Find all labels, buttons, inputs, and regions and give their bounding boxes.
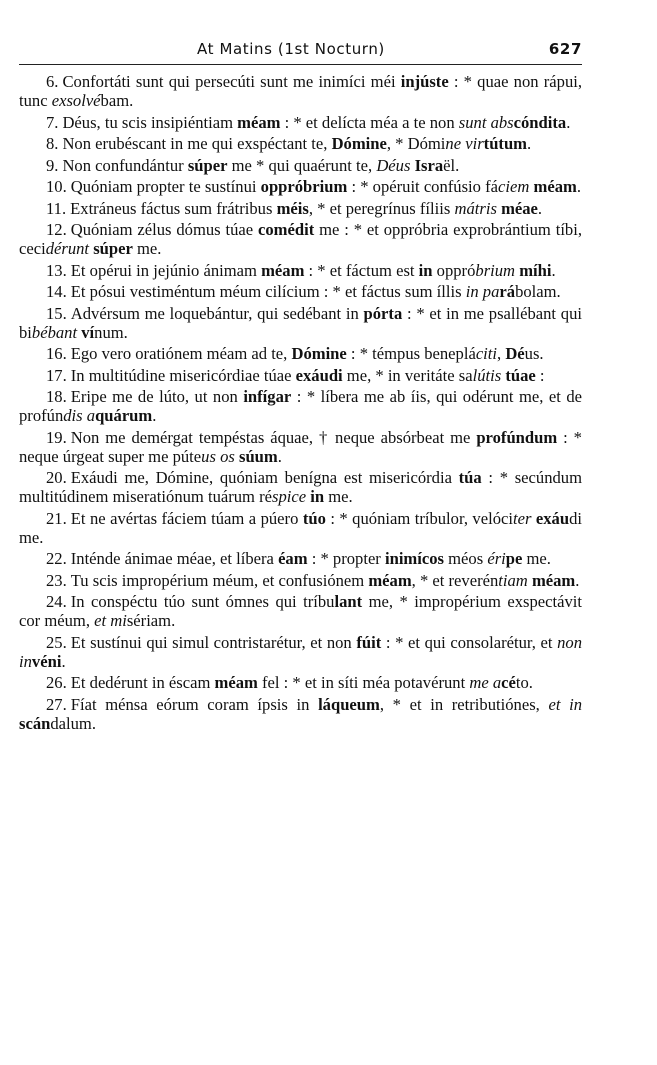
verse-text: Quóniam propter te sustínui — [70, 177, 261, 196]
verse-text: citi — [475, 344, 498, 363]
verse-text: Et dedérunt in éscam — [70, 673, 215, 692]
verse-text: exáudi — [295, 365, 343, 385]
verse — [19, 282, 582, 301]
verse-number: 12. — [46, 220, 67, 239]
verse-number: 9. — [46, 155, 59, 175]
verse-text: brium — [475, 260, 516, 280]
verse-text: ter — [512, 508, 532, 528]
verse-number: 20. — [46, 468, 67, 487]
verse-text: súum — [239, 446, 278, 466]
verse-text: : * témpus beneplá — [346, 344, 476, 363]
verse-number: 13. — [46, 260, 67, 280]
verse-number: 21. — [46, 508, 67, 528]
verse-number: 16. — [46, 344, 67, 363]
verse-text: et in — [548, 694, 582, 714]
verse-text: : * quóniam tríbulor, velóci — [325, 508, 513, 528]
verse-text: me. — [522, 549, 551, 568]
verse-text: Déus, tu scis insipiéntiam — [62, 112, 238, 132]
verse-text: Non confundántur — [62, 155, 188, 175]
verse-text: to. — [515, 673, 533, 692]
verse-text: : * et delícta méa a te non — [280, 112, 459, 132]
verse-text: quárum — [95, 406, 153, 425]
verse-text: Non me demérgat tempéstas áquae, † neque absórbeat me — [70, 427, 477, 447]
verse-text: comédit — [258, 220, 315, 239]
verse-text: mátris — [454, 198, 497, 218]
verse-text: Et sustínui qui simul contristarétur, et non — [70, 632, 357, 652]
verse — [19, 156, 582, 175]
verse-text: sunt abs — [458, 112, 514, 132]
verse-number: 10. — [46, 177, 67, 196]
verse-text: méam — [531, 570, 576, 590]
verse-text: méam — [237, 112, 281, 132]
verse-text: méam — [533, 177, 577, 196]
verse-text: méis — [276, 198, 309, 218]
verse-text: profúndum — [476, 427, 558, 447]
verse-number: 7. — [46, 112, 59, 132]
verse-text: exsolvé — [51, 91, 101, 110]
verse-text: pe — [505, 549, 523, 568]
verse-number: 27. — [46, 694, 67, 714]
verse-text: Et ne avértas fáciem túam a púero — [70, 508, 303, 528]
verse-text: me : * et oppróbria exprobrántium tíbi, ceci — [19, 220, 582, 258]
verse-text: míhi — [519, 260, 552, 280]
verse-text: bam. — [100, 91, 134, 110]
verse-text: Eripe me de lúto, ut non — [70, 387, 244, 406]
verse-text: éam — [278, 549, 308, 568]
verse-text: fúit — [356, 632, 382, 652]
psalm-verses — [19, 72, 582, 735]
verse-number: 19. — [46, 427, 67, 447]
verse — [19, 387, 582, 425]
verse — [19, 304, 582, 342]
verse-text: méam — [261, 260, 305, 280]
verse-text: : * neque úrgeat super me púte — [19, 427, 582, 466]
verse-text: súper — [93, 239, 133, 258]
verse — [19, 673, 582, 692]
verse-text: Déus — [376, 155, 411, 175]
verse — [19, 571, 582, 590]
verse-text: , * et in retributiónes, — [379, 694, 549, 714]
verse-text: túa — [458, 468, 482, 487]
verse-text: bolam. — [515, 282, 561, 301]
verse-text: Dé — [505, 344, 525, 363]
verse-text: Dómine — [331, 134, 387, 153]
verse-text: tiam — [498, 570, 528, 590]
verse-text: cóndita — [513, 112, 567, 132]
verse-number: 14. — [46, 282, 67, 301]
verse-text: : * opéruit confúsio fá — [347, 177, 499, 196]
verse-text: , * et reverén — [411, 570, 499, 590]
verse-text: me. — [132, 239, 162, 258]
running-title: At Matins (1st Nocturn) — [197, 40, 385, 58]
verse-text: ël. — [443, 155, 460, 175]
verse — [19, 366, 582, 385]
verse-text: : * et qui consolarétur, et — [381, 632, 558, 652]
verse-text: In multitúdine misericórdiae túae — [70, 365, 296, 385]
verse-text: dérunt — [45, 239, 90, 258]
verse-text: me, * impropérium exspectávit cor méum, — [19, 592, 582, 630]
verse-number: 15. — [46, 303, 67, 323]
verse-text: . — [576, 177, 581, 196]
verse — [19, 220, 582, 258]
verse-text: lant — [334, 592, 363, 611]
verse-text: us os — [201, 446, 235, 466]
verse — [19, 134, 582, 153]
verse-text: Dómine — [291, 344, 347, 363]
verse-number: 8. — [46, 134, 59, 153]
verse-number: 6. — [46, 72, 59, 91]
verse-text: Advérsum me loquebántur, qui sedébant in — [70, 303, 364, 323]
verse-text: in — [418, 260, 433, 280]
verse-text: éri — [487, 549, 506, 568]
verse-text: Quóniam zélus dómus túae — [70, 220, 258, 239]
verse-text: . — [61, 651, 66, 671]
book-page — [19, 0, 583, 733]
verse-text: túae — [505, 365, 536, 385]
verse-text: , * Dómi — [386, 134, 446, 153]
verse-text: sériam. — [126, 611, 176, 630]
verse-text: . — [527, 134, 532, 153]
verse-text: , * et peregrínus fíliis — [308, 198, 455, 218]
verse-text: láqueum — [318, 694, 380, 714]
verse-text: lútis — [472, 365, 502, 385]
verse — [19, 177, 582, 196]
verse-text: : * propter — [307, 549, 385, 568]
verse-text: me a — [469, 673, 502, 692]
verse-text: ví — [81, 322, 95, 342]
verse-text: méam — [368, 570, 412, 590]
verse-number: 23. — [46, 570, 67, 590]
verse-text: : * secúndum multitúdinem miseratiónum tuárum ré — [19, 468, 582, 506]
verse — [19, 549, 582, 568]
header-rule — [19, 64, 582, 65]
verse-text: me. — [324, 487, 353, 506]
verse — [19, 695, 582, 733]
verse-text: oppróbrium — [260, 177, 348, 196]
verse-text: súper — [187, 155, 228, 175]
verse — [19, 633, 582, 671]
verse — [19, 113, 582, 132]
verse-text: . — [537, 198, 543, 218]
verse-number: 22. — [46, 549, 67, 568]
verse-text: Non erubéscant in me qui exspéctant te, — [62, 134, 332, 153]
verse-text: cé — [501, 673, 516, 692]
verse-text: ciem — [498, 177, 530, 196]
verse — [19, 592, 582, 630]
page-number: 627 — [548, 40, 582, 58]
verse-text: di me. — [19, 508, 582, 547]
verse-text: me, * in veritáte sa — [342, 365, 473, 385]
verse-text: Tu scis impropérium méum, et confusiónem — [70, 570, 369, 590]
verse-text: scán — [19, 713, 51, 733]
verse-text: Isra — [414, 155, 444, 175]
verse — [19, 428, 582, 466]
verse-text: In conspéctu túo sunt ómnes qui tríbu — [70, 592, 335, 611]
verse-text: méam — [214, 673, 258, 692]
verse-text: ne vir — [445, 134, 484, 153]
verse-text: exáu — [535, 508, 570, 528]
verse-text: : — [535, 365, 545, 385]
verse-text: . — [152, 406, 157, 425]
verse-text: túo — [302, 508, 326, 528]
verse-text: : * quae non rápui, tunc — [19, 72, 583, 110]
verse-text: me * qui quaérunt te, — [227, 155, 377, 175]
verse-number: 18. — [46, 387, 67, 406]
verse — [19, 199, 582, 218]
verse-number: 25. — [46, 632, 67, 652]
verse-text: Et opérui in jejúnio ánimam — [70, 260, 262, 280]
verse-text: bébant — [31, 322, 78, 342]
verse-text: pórta — [363, 303, 403, 323]
verse — [19, 261, 582, 280]
running-header — [19, 0, 582, 66]
verse-text: oppró — [432, 260, 476, 280]
verse-text: . — [566, 112, 571, 132]
verse-text: inimícos — [384, 549, 444, 568]
verse — [19, 344, 582, 363]
verse-text: : * et fáctum est — [304, 260, 419, 280]
verse-text: Exáudi me, Dómine, quóniam benígna est misericórdia — [70, 468, 459, 487]
verse-text: tútum — [483, 134, 528, 153]
verse-text: in — [310, 487, 325, 506]
verse-text: . — [575, 570, 580, 590]
verse-text: Confortáti sunt qui persecúti sunt me inimíci méi — [62, 72, 401, 91]
verse-number: 11. — [46, 198, 67, 218]
verse-text: . — [277, 446, 282, 466]
verse-text: dis a — [63, 406, 96, 425]
verse-text: Ego vero oratiónem méam ad te, — [70, 344, 292, 363]
verse-text: Inténde ánimae méae, et líbera — [70, 549, 279, 568]
verse-text: , — [497, 344, 506, 363]
verse-text: et mi — [94, 611, 127, 630]
verse-text: Fíat ménsa eórum coram ípsis in — [70, 694, 319, 714]
verse-text: injúste — [400, 72, 449, 91]
verse-text: non in — [19, 632, 582, 671]
verse-text: méos — [444, 549, 488, 568]
verse-text: fel : * et in síti méa potavérunt — [257, 673, 470, 692]
verse-text: : * et in me psallébant qui bi — [19, 303, 582, 342]
verse-text: infígar — [243, 387, 292, 406]
verse-text: spice — [272, 487, 307, 506]
verse-number: 17. — [46, 365, 67, 385]
verse — [19, 72, 582, 110]
verse-text: dalum. — [50, 713, 96, 733]
verse-text: num. — [94, 322, 128, 342]
verse-text: méae — [501, 198, 538, 218]
verse-text: us. — [524, 344, 544, 363]
verse — [19, 509, 582, 547]
verse-number: 24. — [46, 592, 67, 611]
verse-text: . — [551, 260, 556, 280]
verse-text: Et pósui vestiméntum méum cilícium : * et fáctus sum íllis — [70, 282, 466, 301]
verse-number: 26. — [46, 673, 67, 692]
verse-text: rá — [499, 282, 516, 301]
verse — [19, 468, 582, 506]
verse-text: Extráneus fáctus sum frátribus — [70, 198, 277, 218]
verse-text: : * líbera me ab íis, qui odérunt me, et de profún — [19, 387, 582, 425]
verse-text: véni — [31, 651, 62, 671]
verse-text: in pa — [465, 282, 500, 301]
